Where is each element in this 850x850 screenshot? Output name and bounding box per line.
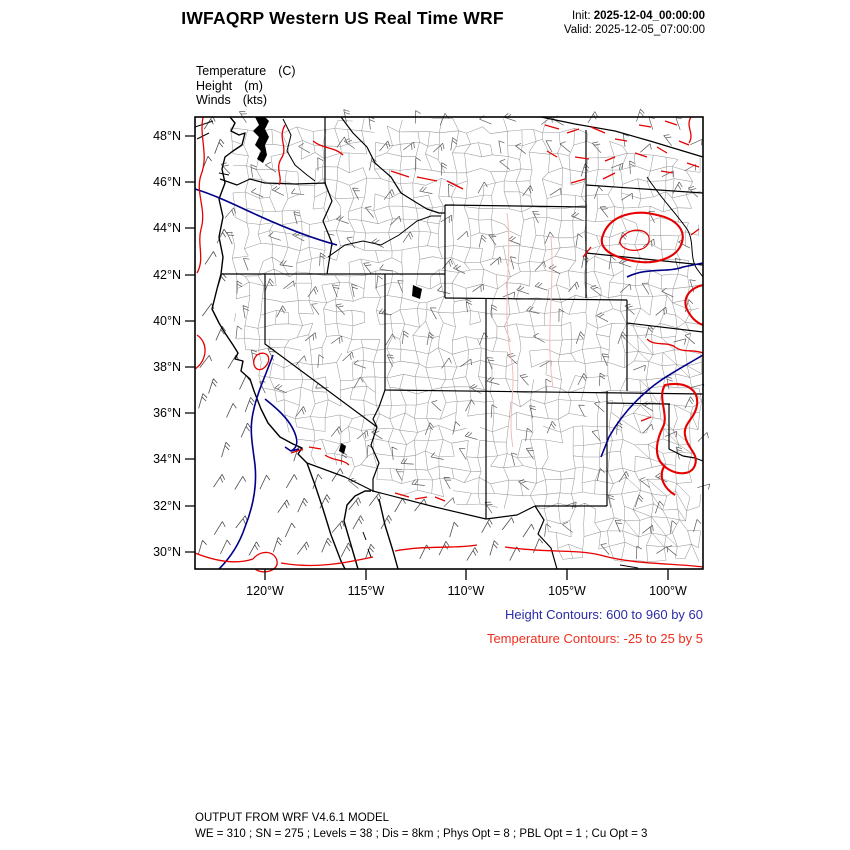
legend-row-height: Height (m) — [196, 78, 263, 93]
lon-axis-label: 105°W — [548, 584, 586, 598]
lat-axis-label: 40°N — [153, 314, 181, 328]
temperature-contour-legend: Temperature Contours: -25 to 25 by 5 — [486, 631, 703, 646]
lat-axis — [153, 129, 195, 559]
field-legend — [196, 64, 296, 108]
init-timestamp: Init: 2025-12-04_00:00:00 — [571, 10, 705, 22]
lon-axis-label: 100°W — [649, 584, 687, 598]
legend-row-winds: Winds (kts) — [196, 93, 268, 107]
coastline — [195, 117, 422, 569]
height-contour-legend: Height Contours: 600 to 960 by 60 — [504, 607, 703, 622]
lat-axis-label: 30°N — [153, 545, 181, 559]
wrf-map — [140, 107, 713, 612]
state-boundaries — [220, 117, 703, 569]
county-boundaries — [231, 118, 702, 561]
lat-axis-label: 42°N — [153, 268, 181, 282]
valid-timestamp: Valid: 2025-12-05_07:00:00 — [563, 24, 705, 36]
lon-axis-label: 115°W — [347, 584, 385, 598]
page-title: IWFAQRP Western US Real Time WRF — [181, 8, 504, 28]
lat-axis-label: 46°N — [153, 175, 181, 189]
lat-axis-label: 34°N — [153, 452, 181, 466]
lat-axis-label: 44°N — [153, 221, 181, 235]
legend-row-temperature: Temperature (C) — [196, 64, 296, 78]
lat-axis-label: 32°N — [153, 499, 181, 513]
lon-axis — [246, 569, 687, 598]
footer-model-line: OUTPUT FROM WRF V4.6.1 MODEL — [195, 812, 390, 824]
footer-model-info — [195, 811, 647, 842]
lon-axis-label: 110°W — [447, 584, 485, 598]
footer-model-params: WE = 310 ; SN = 275 ; Levels = 38 ; Dis = 8km ; Phys Opt = 8 ; PBL Opt = 1 ; Cu Opt = 3 — [195, 827, 648, 840]
lat-axis-label: 36°N — [153, 406, 181, 420]
lat-axis-label: 38°N — [153, 360, 181, 374]
lat-axis-label: 48°N — [153, 129, 181, 143]
lon-axis-label: 120°W — [246, 584, 284, 598]
run-times — [564, 9, 705, 37]
